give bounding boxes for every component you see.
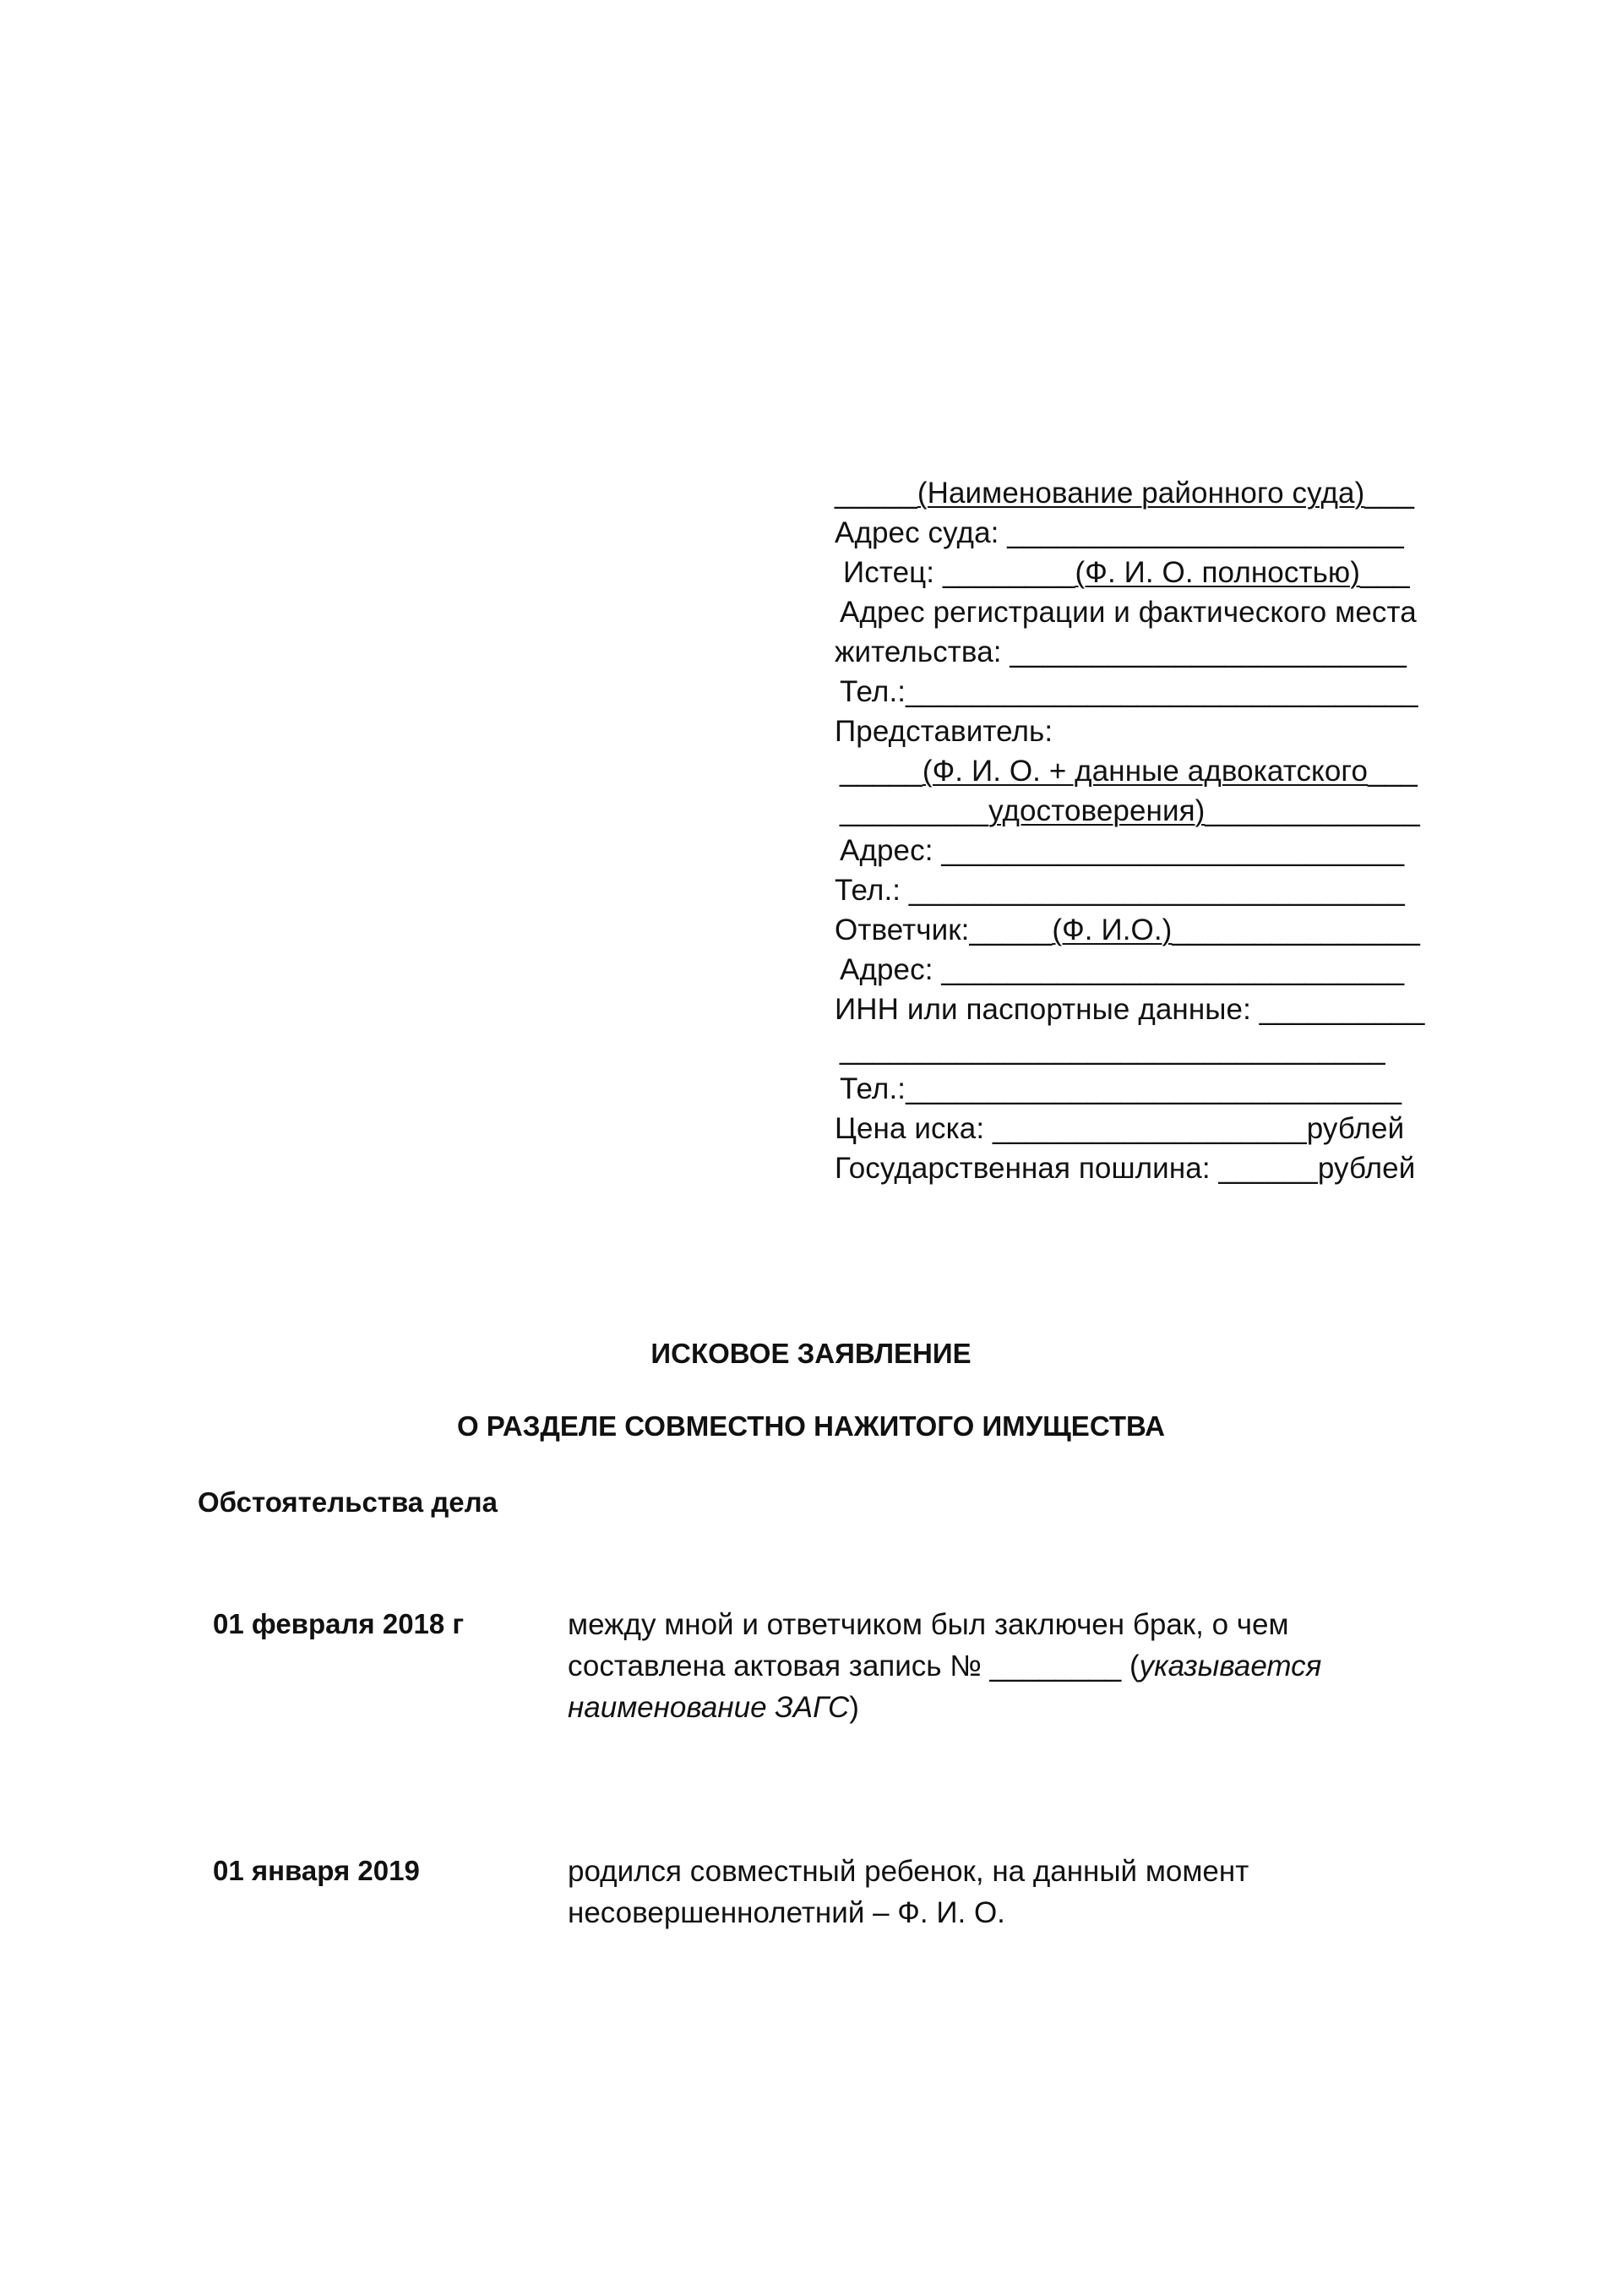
document-title: ИСКОВОЕ ЗАЯВЛЕНИЕ [650, 1338, 972, 1369]
claim-price: Цена иска: ___________________рублей [835, 1112, 1405, 1145]
state-fee: Государственная пошлина: ______рублей [835, 1152, 1416, 1185]
section-heading: Обстоятельства дела [198, 1486, 498, 1518]
event-date: 01 февраля 2018 г [213, 1608, 465, 1639]
court-name-line: _____(Наименование районного суда)___ [835, 477, 1415, 510]
representative-line-1: _____(Ф. И. О. + данные адвокатского___ [840, 755, 1418, 788]
defendant-line: Ответчик:_____(Ф. И.О.)_______________ [835, 913, 1420, 946]
plaintiff-line: Истец: ________(Ф. И. О. полностью)___ [843, 556, 1410, 589]
defendant-phone: Тел.:______________________________ [840, 1072, 1402, 1105]
event-description: между мной и ответчиком был заключен брак, о чем составлена актовая запись № ________ (указывается наименование ЗАГС) [568, 1608, 1322, 1724]
representative-address: Адрес: ____________________________ [840, 834, 1405, 867]
representative-label: Представитель: [835, 715, 1053, 748]
defendant-address: Адрес: ____________________________ [840, 953, 1405, 986]
court-address: Адрес суда: ________________________ [835, 516, 1404, 549]
event-date: 01 января 2019 [213, 1855, 420, 1886]
defendant-name: (Ф. И.О.) [1052, 913, 1173, 946]
representative-phone: Тел.: ______________________________ [835, 874, 1405, 907]
document-subtitle: О РАЗДЕЛЕ СОВМЕСТНО НАЖИТОГО ИМУЩЕСТВА [456, 1410, 1166, 1442]
registration-address-field: жительства: ________________________ [835, 635, 1407, 668]
registration-address-label: Адрес регистрации и фактического места [840, 596, 1417, 629]
representative-line-2: _________удостоверения)_____________ [840, 794, 1420, 827]
court-name: (Наименование районного суда) [917, 477, 1365, 510]
defendant-blank-line: _________________________________ [840, 1033, 1385, 1066]
event-description: родился совместный ребенок, на данный момент несовершеннолетний – Ф. И. О. [568, 1855, 1249, 1929]
plaintiff-phone: Тел.:_______________________________ [840, 675, 1418, 708]
defendant-inn: ИНН или паспортные данные: __________ [835, 993, 1425, 1026]
plaintiff-name: (Ф. И. О. полностью) [1075, 556, 1361, 589]
